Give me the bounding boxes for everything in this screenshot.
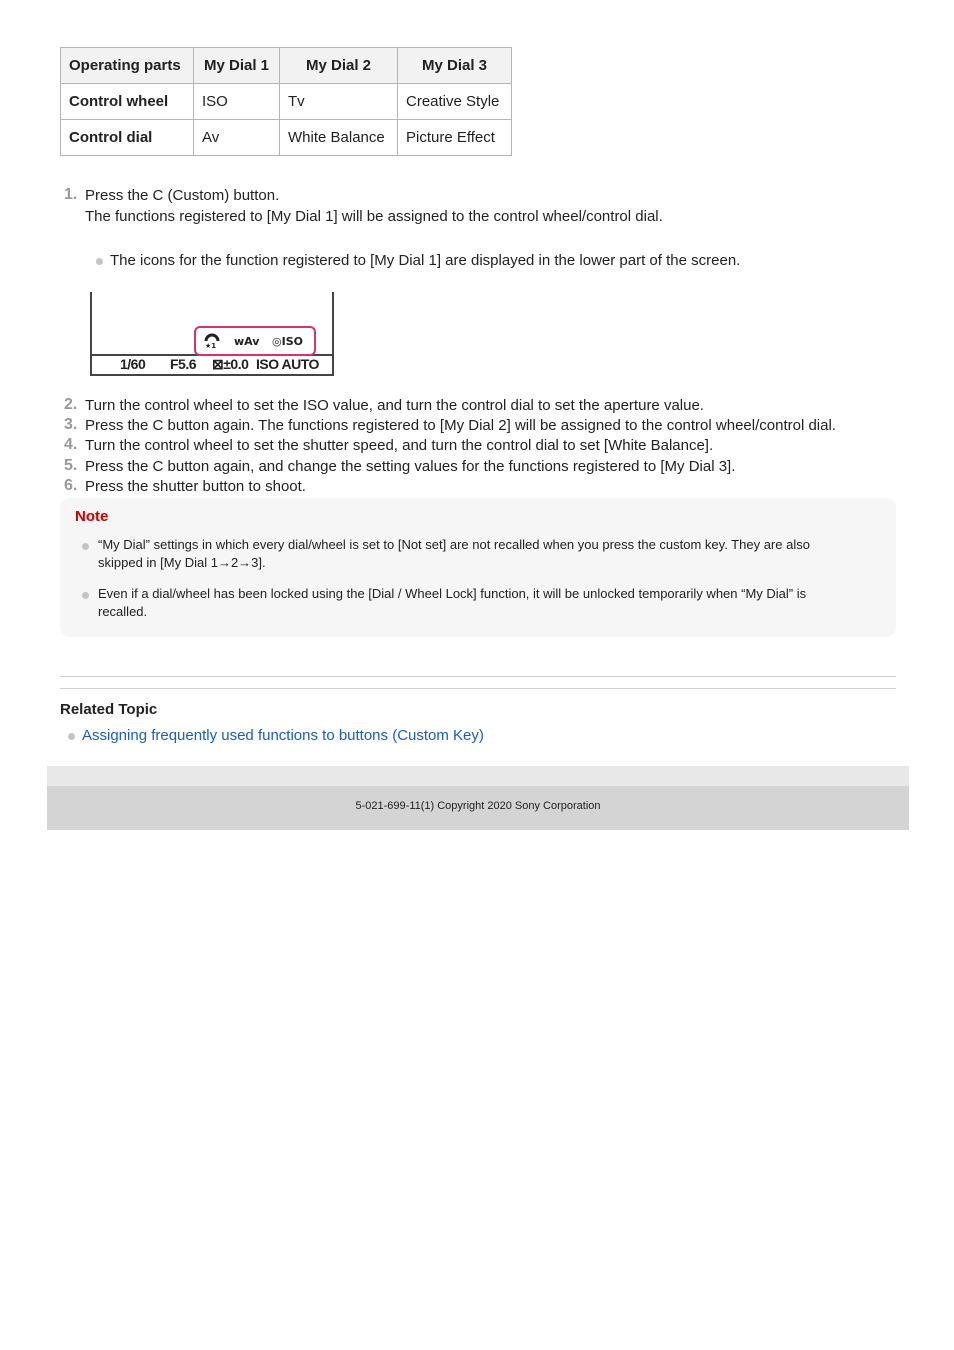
bullet-icon [82,592,89,599]
iso-icon: ◎ISO [272,335,303,348]
note-title: Note [75,508,109,525]
table-cell: Av [194,120,280,156]
step-subtext: The functions registered to [My Dial 1] will be assigned to the control wheel/control dial. [85,208,663,225]
section-divider [60,688,896,689]
table-cell: Control wheel [61,84,194,120]
step-number: 3. [64,416,78,433]
table-cell: Picture Effect [398,120,512,156]
wheel-icon [204,331,220,349]
bullet-icon [96,258,103,265]
av-icon: ᴡAv [234,335,260,348]
exposure-value: ⊠±0.0 [212,356,249,372]
step-text: Press the shutter button to shoot. [85,478,306,495]
table-cell: Creative Style [398,84,512,120]
table-header-row [61,48,512,84]
copyright-text: 5-021-699-11(1) Copyright 2020 Sony Corporation [355,800,601,812]
step-number: 6. [64,477,78,494]
step-number: 1. [64,186,78,203]
iso-value: ISO AUTO [256,356,319,372]
table-cell: White Balance [280,120,398,156]
bullet-icon [68,733,75,740]
table-header: My Dial 1 [194,48,280,84]
table-cell: Tv [280,84,398,120]
table-cell: ISO [194,84,280,120]
section-divider [60,676,896,677]
aperture-value: F5.6 [170,356,197,372]
step-number: 5. [64,457,78,474]
note-item: Even if a dial/wheel has been locked using the [Dial / Wheel Lock] function, it will be unlocked temporarily when “My Dial” is recalled. [98,586,807,619]
step-text: Turn the control wheel to set the ISO value, and turn the control dial to set the aperture value. [85,397,704,414]
svg-text:★1: ★1 [205,342,217,349]
related-topic-title: Related Topic [60,701,158,718]
shutter-speed-value: 1/60 [120,356,146,372]
step-text: Turn the control wheel to set the shutter speed, and turn the control dial to set [White Balance]. [85,437,714,454]
table-header: My Dial 3 [398,48,512,84]
footer [47,786,909,830]
step-bullet-text: The icons for the function registered to [My Dial 1] are displayed in the lower part of the screen. [110,252,741,269]
table-row [61,120,512,156]
table-cell: Control dial [61,120,194,156]
table-row [61,84,512,120]
step-text: Press the C (Custom) button. [85,187,280,204]
footer-band [47,766,909,786]
table-header: My Dial 2 [280,48,398,84]
related-topic-link[interactable]: Assigning frequently used functions to buttons (Custom Key) [82,727,484,744]
table-header: Operating parts [61,48,194,84]
camera-screen-illustration [90,292,332,376]
step-text: Press the C button again, and change the setting values for the functions registered to [My Dial 3]. [85,458,736,475]
note-item: “My Dial” settings in which every dial/wheel is set to [Not set] are not recalled when you press the custom key. They are also skipped in [My Dial 1→2→3]. [98,537,810,570]
my-dial-icons-highlight [194,326,316,356]
step-number: 2. [64,396,78,413]
dial-assignment-table [60,47,512,156]
bullet-icon [82,543,89,550]
step-number: 4. [64,436,78,453]
step-text: Press the C button again. The functions registered to [My Dial 2] will be assigned to the control wheel/control dial. [85,417,836,434]
